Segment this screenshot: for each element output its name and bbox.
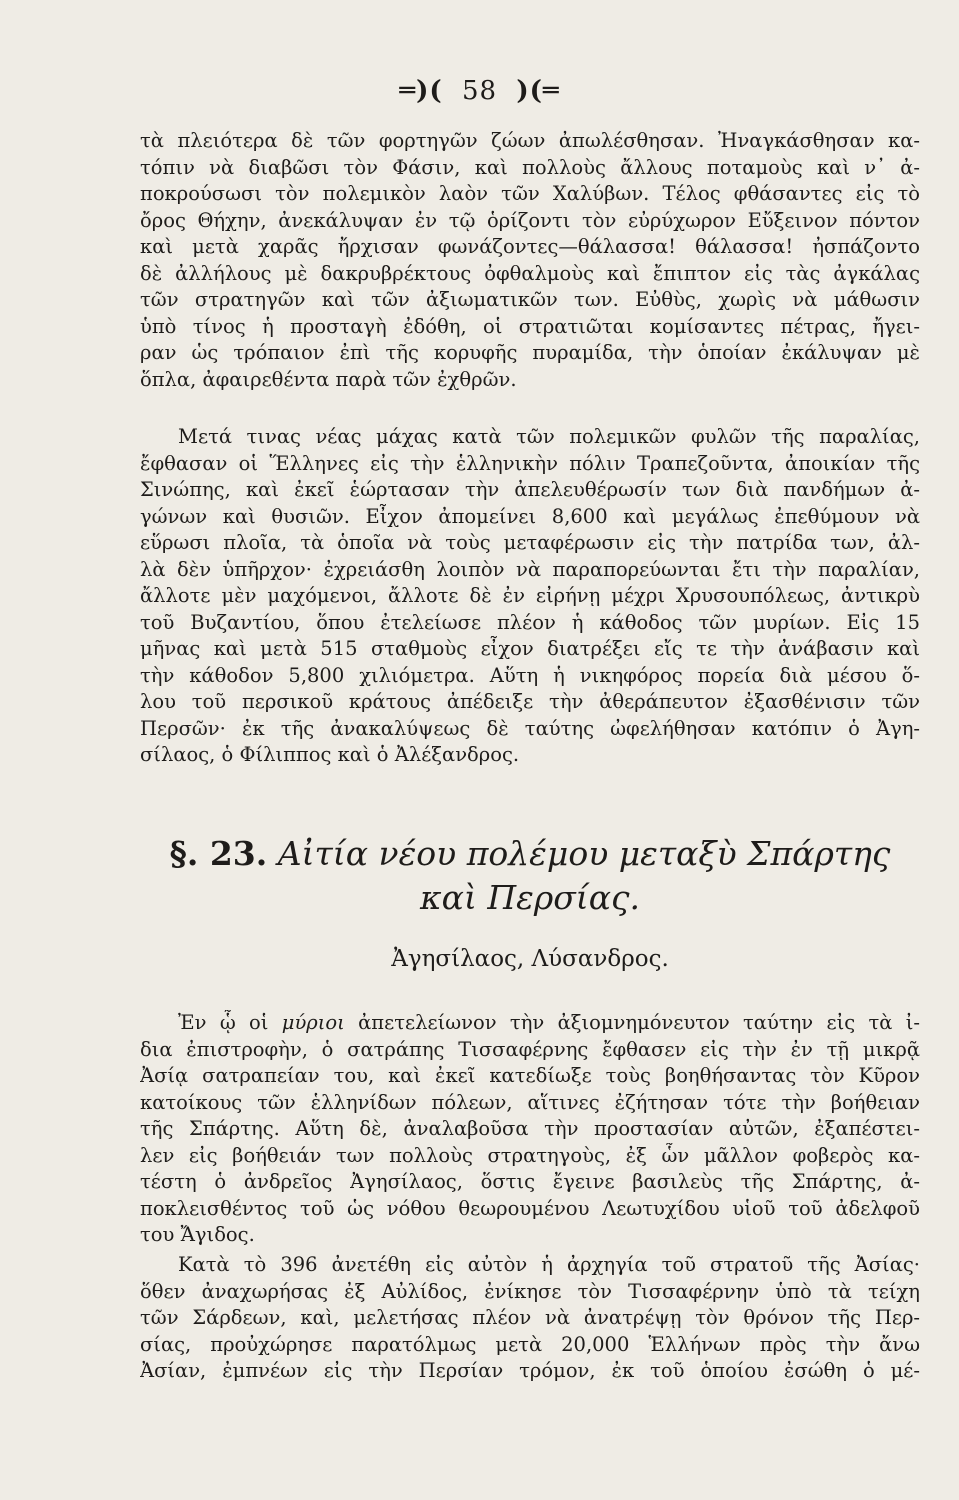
text-line: εὕρωσι πλοῖα, τὰ ὁποῖα νὰ τοὺς μεταφέρωσιν εἰς τὴν πατρίδα των, ἀλ- xyxy=(140,531,920,554)
paragraph-2 xyxy=(140,424,920,769)
section-number: §. 23. xyxy=(169,834,268,873)
text-span: Ἐν ᾧ οἱ xyxy=(178,1011,282,1034)
section-heading xyxy=(140,832,920,920)
text-line: τέστη ὁ ἀνδρεῖος Ἀγησίλαος, ὅστις ἔγεινε βασιλεὺς τῆς Σπάρτης, ἀ- xyxy=(140,1170,920,1193)
text-line: Μετά τινας νέας μάχας κατὰ τῶν πολεμικῶν φυλῶν τῆς παραλίας, xyxy=(178,425,920,448)
text-span: ἀπετελείωνον τὴν ἀξιομνημόνευτον ταύτην εἰς τὰ ἰ- xyxy=(344,1011,920,1034)
text-line: τῆς Σπάρτης. Αὕτη δὲ, ἀναλαβοῦσα τὴν προστασίαν αὐτῶν, ἐξαπέστει- xyxy=(140,1117,920,1140)
text-line: μῆνας καὶ μετὰ 515 σταθμοὺς εἶχον διατρέξει εἴς τε τὴν ἀνάβασιν καὶ xyxy=(140,637,920,660)
text-line: λου τοῦ περσικοῦ κράτους ἀπέδειξε τὴν ἀθεράπευτον ἐξασθένισιν τῶν xyxy=(140,690,920,713)
paragraph-1 xyxy=(140,128,920,393)
text-line: Ἀσίαν, ἐμπνέων εἰς τὴν Περσίαν τρόμον, ἐκ τοῦ ὁποίου ἐσώθη ὁ μέ- xyxy=(140,1359,920,1382)
text-line xyxy=(140,1010,920,1037)
text-line: Σινώπης, καὶ ἐκεῖ ἑώρτασαν τὴν ἀπελευθέρωσίν των διὰ πανδήμων ἀ- xyxy=(140,478,920,501)
text-line: Κατὰ τὸ 396 ἀνετέθη εἰς αὐτὸν ἡ ἀρχηγία τοῦ στρατοῦ τῆς Ἀσίας· xyxy=(178,1253,920,1276)
text-line: δὲ ἀλλήλους μὲ δακρυβρέκτους ὀφθαλμοὺς καὶ ἔπιπτον εἰς τὰς ἀγκάλας xyxy=(140,261,920,285)
text-line: κατοίκους τῶν ἑλληνίδων πόλεων, αἵτινες ἐζήτησαν τότε τὴν βοήθειαν xyxy=(140,1090,920,1114)
running-head xyxy=(0,76,959,106)
text-line: τῶν Σάρδεων, καὶ, μελετήσας πλέον νὰ ἀνατρέψῃ τὸν θρόνον τῆς Περ- xyxy=(140,1306,920,1329)
text-line: ἄλλοτε μὲν μαχόμενοι, ἄλλοτε δὲ ἐν εἰρήνῃ μέχρι Χρυσουπόλεως, ἀντικρὺ xyxy=(140,584,920,607)
text-line: ὄρος Θήχην, ἀνεκάλυψαν ἐν τῷ ὁρίζοντι τὸν εὐρύχωρον Εὔξεινον πόντον xyxy=(140,208,920,232)
text-line: τῶν στρατηγῶν καὶ τῶν ἀξιωματικῶν των. Εὐθὺς, χωρὶς νὰ μάθωσιν xyxy=(140,288,920,311)
section-title-line-2: καὶ Περσίας. xyxy=(420,878,640,917)
text-line: γώνων καὶ θυσιῶν. Εἶχον ἀπομείνει 8,600 καὶ μεγάλως ἐπεθύμουν νὰ xyxy=(140,504,920,528)
text-line: ὑπὸ τίνος ἡ προσταγὴ ἐδόθη, οἱ στρατιῶται κομίσαντες πέτρας, ἤγει- xyxy=(140,314,920,338)
section-subtitle: Ἀγησίλαος, Λύσανδρος. xyxy=(391,946,669,972)
left-ornament: ═)( xyxy=(399,76,443,106)
paragraph-4 xyxy=(140,1252,920,1385)
text-line: σίας, προὐχώρησε παρατόλμως μετὰ 20,000 Ἑλλήνων πρὸς τὴν ἄνω xyxy=(140,1332,920,1356)
emphasized-word: μύριοι xyxy=(281,1011,345,1034)
text-line: καὶ μετὰ χαρᾶς ἤρχισαν φωνάζοντες—θάλασσα! θάλασσα! ἠσπάζοντο xyxy=(140,235,920,258)
text-line: Περσῶν· ἐκ τῆς ἀνακαλύψεως δὲ ταύτης ὠφελήθησαν κατόπιν ὁ Ἀγη- xyxy=(140,716,920,740)
page-number: 58 xyxy=(461,76,498,106)
text-line: δια ἐπιστροφὴν, ὁ σατράπης Τισσαφέρνης ἔφθασεν εἰς τὴν ἐν τῇ μικρᾷ xyxy=(140,1037,920,1061)
text-line: λὰ δὲν ὑπῆρχον· ἐχρειάσθη λοιπὸν νὰ παραπορεύωνται ἔτι τὴν παραλίαν, xyxy=(140,557,920,581)
paragraph-3 xyxy=(140,1010,920,1249)
text-line: ὅθεν ἀναχωρήσας ἐξ Αὐλίδος, ἐνίκησε τὸν Τισσαφέρνην ὑπὸ τὰ τείχη xyxy=(140,1279,920,1303)
text-line: τὰ πλειότερα δὲ τῶν φορτηγῶν ζώων ἀπωλέσθησαν. Ἠναγκάσθησαν κα- xyxy=(140,129,920,152)
text-line: ποκρούσωσι τὸν πολεμικὸν λαὸν τῶν Χαλύβων. Τέλος φθάσαντες εἰς τὸ xyxy=(140,182,920,205)
text-line: τὴν κάθοδον 5,800 χιλιόμετρα. Αὕτη ἡ νικηφόρος πορεία διὰ μέσου ὅ- xyxy=(140,663,920,687)
section-title-line-1 xyxy=(140,832,920,876)
right-ornament: )(═ xyxy=(516,76,560,106)
text-line: σίλαος, ὁ Φίλιππος καὶ ὁ Ἀλέξανδρος. xyxy=(140,743,520,766)
text-line: τοῦ Βυζαντίου, ὅπου ἐτελείωσε πλέον ἡ κάθοδος τῶν μυρίων. Εἰς 15 xyxy=(140,610,920,634)
text-line: λεν εἰς βοήθειάν των πολλοὺς στρατηγοὺς, ἐξ ὧν μᾶλλον φοβερὸς κα- xyxy=(140,1143,920,1167)
text-line: τόπιν νὰ διαβῶσι τὸν Φάσιν, καὶ πολλοὺς ἄλλους ποταμοὺς καὶ ν᾽ ἀ- xyxy=(140,155,920,179)
text-line: ραν ὡς τρόπαιον ἐπὶ τῆς κορυφῆς πυραμίδα, τὴν ὁποίαν ἐκάλυψαν μὲ xyxy=(140,341,920,364)
text-line: ὅπλα, ἀφαιρεθέντα παρὰ τῶν ἐχθρῶν. xyxy=(140,367,517,391)
text-line: Ἀσίᾳ σατραπείαν του, καὶ ἐκεῖ κατεδίωξε τοὺς βοηθήσαντας τὸν Κῦρον xyxy=(140,1064,920,1087)
text-line: ποκλεισθέντος τοῦ ὡς νόθου θεωρουμένου Λεωτυχίδου υἱοῦ τοῦ ἀδελφοῦ xyxy=(140,1196,920,1220)
section-title-text: Αἰτία νέου πολέμου μεταξὺ Σπάρτης xyxy=(277,834,891,873)
text-line: ἔφθασαν οἱ Ἕλληνες εἰς τὴν ἑλληνικὴν πόλιν Τραπεζοῦντα, ἀποικίαν τῆς xyxy=(140,451,920,475)
text-line: του Ἄγιδος. xyxy=(140,1223,255,1246)
